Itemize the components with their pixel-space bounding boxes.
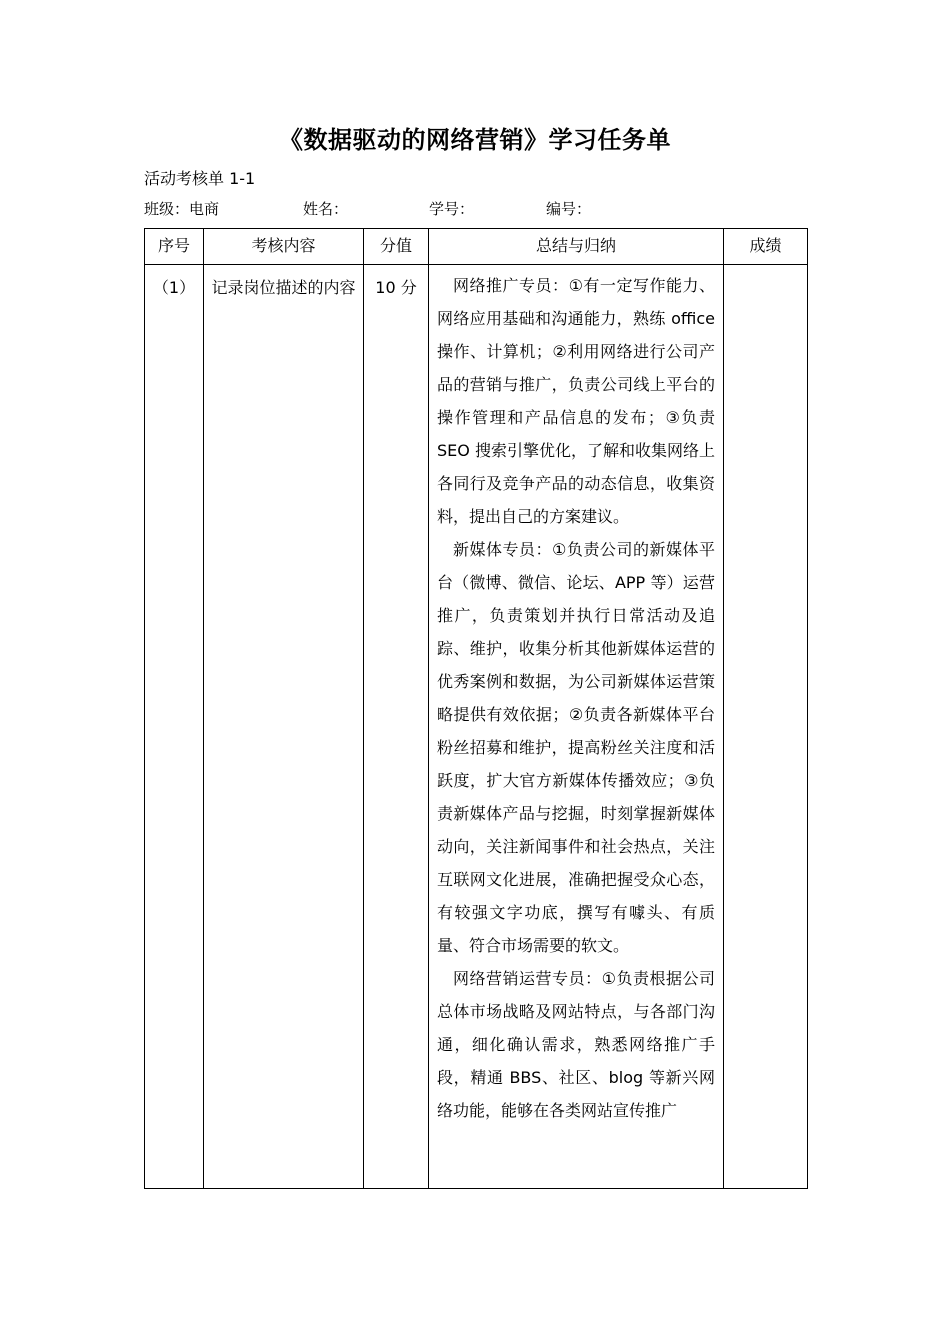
row-content: 记录岗位描述的内容: [204, 265, 364, 1189]
page-title: 《数据驱动的网络营销》学习任务单: [279, 126, 671, 154]
summary-paragraph-marketing-operations: 网络营销运营专员：①负责根据公司总体市场战略及网站特点，与各部门沟通，细化确认需求，熟悉网络推广手段，精通 BBS、社区、blog 等新兴网络功能，能够在各类网站宣传推广: [437, 969, 715, 1120]
header-summary: 总结与归纳: [429, 229, 724, 265]
assessment-table: [144, 228, 808, 1189]
table-row: [145, 265, 808, 1189]
class-label: 班级：电商: [144, 200, 220, 218]
name-label: 姓名：: [303, 200, 349, 218]
row-grade[interactable]: [724, 265, 808, 1189]
table-header-row: [145, 229, 808, 265]
header-index: 序号: [145, 229, 204, 265]
row-summary: [429, 265, 724, 1189]
row-score: 10 分: [364, 265, 429, 1189]
serial-label: 编号：: [546, 200, 592, 218]
summary-paragraph-new-media: 新媒体专员：①负责公司的新媒体平台（微博、微信、论坛、APP 等）运营推广，负责策划并执行日常活动及追踪、维护，收集分析其他新媒体运营的优秀案例和数据，为公司新媒体运营策略提供有效依据；②负责各新媒体平台粉丝招募和维护，提高粉丝关注度和活跃度，扩大官方新媒体传播效应；③负责新媒体产品与挖掘，时刻掌握新媒体动向，关注新闻事件和社会热点，关注互联网文化进展，准确把握受众心态，有较强文字功底，撰写有噱头、有质量、符合市场需要的软文。: [437, 540, 715, 955]
row-index: （1）: [145, 265, 204, 1189]
summary-paragraph-network-promotion: 网络推广专员：①有一定写作能力、网络应用基础和沟通能力，熟练 office 操作、计算机；②利用网络进行公司产品的营销与推广，负责公司线上平台的操作管理和产品信息的发布；③负责 SEO 搜索引擎优化，了解和收集网络上各同行及竞争产品的动态信息，收集资料，提出自己的方案建议。: [437, 276, 715, 526]
header-content: 考核内容: [204, 229, 364, 265]
header-grade: 成绩: [724, 229, 808, 265]
student-id-label: 学号：: [429, 200, 475, 218]
form-subtitle: 活动考核单 1-1: [144, 169, 256, 188]
header-score: 分值: [364, 229, 429, 265]
